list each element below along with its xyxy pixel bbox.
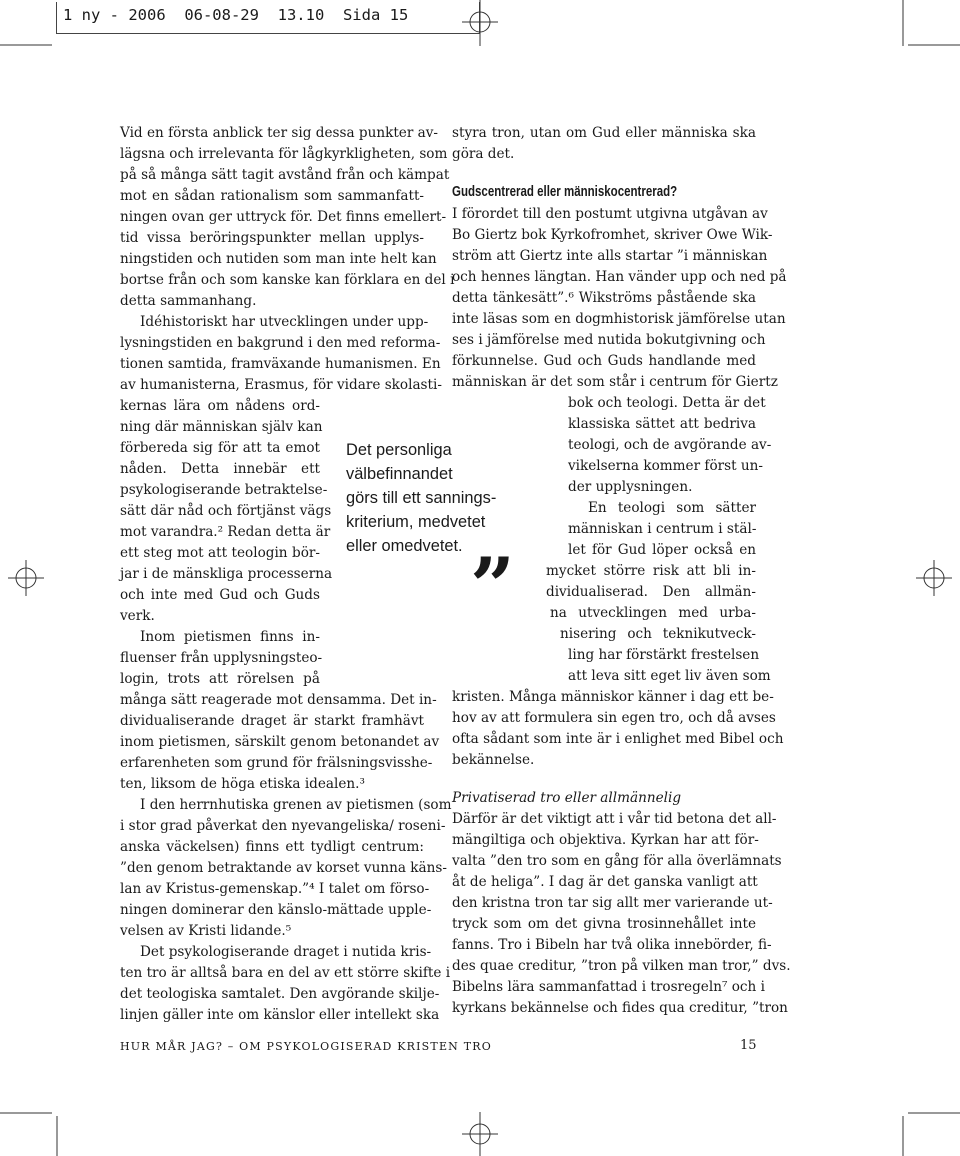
text-line: velsen av Kristi lidande.⁵: [120, 923, 292, 939]
print-slug: 1 ny - 2006 06-08-29 13.10 Sida 15: [56, 2, 480, 34]
text-line: förkunnelse. Gud och Guds handlande med: [452, 353, 756, 369]
text-line: kristen. Många människor känner i dag ett be-: [452, 689, 774, 705]
text-line: klassiska sättet att bedriva: [568, 416, 756, 432]
text-line: sätt där nåd och förtjänst vägs: [120, 503, 332, 519]
text-line: hov av att formulera sin egen tro, och då avses: [452, 710, 776, 726]
registration-mark-right: [916, 560, 952, 596]
pull-quote-line: kriterium, medvetet: [346, 513, 486, 531]
text-line: Vid en första anblick ter sig dessa punkter av-: [120, 125, 439, 141]
text-line: psykologiserande betraktelse-: [120, 482, 328, 498]
text-line: Det psykologiserande draget i nutida kris-: [140, 944, 432, 960]
text-line: kyrkans bekännelse och fides qua creditur, ”tron: [452, 1000, 788, 1016]
text-line: ten tro är alltså bara en del av ett större skifte i: [120, 965, 451, 981]
pull-quote-line: välbefinnandet: [346, 465, 453, 483]
section-heading: Gudscentrerad eller människocentrerad?: [452, 184, 678, 200]
text-line: fluenser från upplysningsteo-: [120, 650, 323, 666]
text-line: tryck som om det givna trosinnehållet inte: [452, 916, 756, 932]
text-line: nåden. Detta innebär ett: [120, 461, 320, 477]
text-line: En teologi som sätter: [588, 500, 756, 516]
text-line: ningstiden och nutiden som man inte helt kan: [120, 251, 437, 267]
text-line: tionen samtida, framväxande humanismen. En: [120, 356, 441, 372]
text-line: ningen dominerar den känslo-mättade upple-: [120, 902, 432, 918]
text-line: människan i centrum i stäl-: [568, 521, 757, 537]
text-line: och inte med Gud och Guds: [120, 587, 320, 603]
text-line: Inom pietismen finns in-: [140, 629, 320, 645]
crop-mark-bottom-right-v: [902, 1116, 906, 1156]
page-number: 15: [740, 1038, 757, 1053]
text-line: och hennes längtan. Han vänder upp och ned på: [452, 269, 787, 285]
crop-mark-bottom-left-h: [0, 1112, 52, 1116]
text-line: mot varandra.² Redan detta är: [120, 524, 331, 540]
text-line: mängiltiga och objektiva. Kyrkan har att för-: [452, 832, 759, 848]
registration-mark-left: [8, 560, 44, 596]
text-line: detta tänkesätt”.⁶ Wikströms påstående ska: [452, 290, 756, 306]
text-line: Idéhistoriskt har utvecklingen under upp-: [140, 314, 429, 330]
text-line: människan är det som står i centrum för Giertz: [452, 374, 778, 390]
text-line: att leva sitt eget liv även som: [568, 668, 771, 684]
registration-mark-top: [462, 0, 498, 46]
registration-mark-bottom: [462, 1112, 498, 1156]
text-line: dividualiserande draget är starkt framhävt: [120, 713, 424, 729]
text-line: bortse från och som kanske kan förklara en del i: [120, 272, 455, 288]
text-line: na utvecklingen med urba-: [550, 605, 756, 621]
text-line: åt de heliga”. I dag är det ganska vanligt att: [452, 874, 758, 890]
text-line: ningen ovan ger uttryck för. Det finns emellert-: [120, 209, 447, 225]
text-line: jar i de mänskliga processerna: [120, 566, 333, 582]
text-line: Därför är det viktigt att i vår tid betona det all-: [452, 811, 777, 827]
text-line: på så många sätt tagit avstånd från och kämpat: [120, 167, 450, 183]
text-line: lysningstiden en bakgrund i den med reforma-: [120, 335, 441, 351]
crop-mark-top-right: [902, 0, 906, 46]
text-line: inte läsas som en dogmhistorisk jämförelse utan: [452, 311, 786, 327]
text-line: kernas lära om nådens ord-: [120, 398, 320, 414]
running-footer: HUR MÅR JAG? – OM PSYKOLOGISERAD KRISTEN TRO: [120, 1040, 492, 1053]
pull-quote: [346, 438, 536, 558]
crop-mark-bottom-right-h: [908, 1112, 960, 1116]
text-line: linjen gäller inte om känslor eller intellekt ska: [120, 1007, 440, 1023]
text-line: göra det.: [452, 146, 515, 162]
text-line: anska väckelsen) finns ett tydligt centrum:: [120, 839, 424, 855]
text-line: login, trots att rörelsen på: [120, 671, 320, 687]
text-line: ett steg mot att teologin bör-: [120, 545, 320, 561]
text-line: valta ”den tro som en gång för alla överlämnats: [452, 853, 782, 869]
quote-mark-icon: ”: [470, 541, 511, 632]
pull-quote-line: Det personliga: [346, 441, 452, 459]
text-line: ström att Giertz inte alls startar ”i människan: [452, 248, 768, 264]
text-line: teologi, och de avgörande av-: [568, 437, 772, 453]
text-line: des quae creditur, ”tron på vilken man tror,” dvs.: [452, 958, 791, 974]
text-line: av humanisterna, Erasmus, för vidare skolasti-: [120, 377, 442, 393]
text-line: styra tron, utan om Gud eller människa ska: [452, 125, 756, 141]
text-line: ses i jämförelse med nutida bokutgivning och: [452, 332, 766, 348]
pull-quote-line: görs till ett sannings-: [346, 489, 497, 507]
text-line: Bibelns lära sammanfattad i trosregeln⁷ och i: [452, 979, 765, 995]
text-line: ling har förstärkt frestelsen: [568, 647, 760, 663]
text-line: den kristna tron tar sig allt mer varierande ut-: [452, 895, 773, 911]
crop-mark-top-left-h: [0, 44, 52, 48]
text-line: vikelserna kommer först un-: [568, 458, 763, 474]
text-line: erfarenheten som grund för frälsningsvisshe-: [120, 755, 433, 771]
text-line: Bo Giertz bok Kyrkofromhet, skriver Owe Wik-: [452, 227, 773, 243]
text-line: detta sammanhang.: [120, 293, 257, 309]
section-subheading: Privatiserad tro eller allmännelig: [452, 790, 682, 806]
text-line: många sätt reagerade mot densamma. Det in-: [120, 692, 437, 708]
text-line: bekännelse.: [452, 752, 535, 768]
text-line: bok och teologi. Detta är det: [568, 395, 766, 411]
text-line: förbereda sig för att ta emot: [120, 440, 320, 456]
text-line: I förordet till den postumt utgivna utgåvan av: [452, 206, 768, 222]
text-line: lägsna och irrelevanta för lågkyrkligheten, som: [120, 146, 448, 162]
text-line: let för Gud löper också en: [568, 542, 756, 558]
text-line: ten, liksom de höga etiska idealen.³: [120, 776, 365, 792]
text-line: dividualiserad. Den allmän-: [546, 584, 756, 600]
text-line: i stor grad påverkat den nyevangeliska/ roseni-: [120, 818, 446, 834]
text-line: ning där människan själv kan: [120, 419, 323, 435]
pull-quote-line: eller omedvetet.: [346, 537, 463, 555]
text-line: lan av Kristus-gemenskap.”⁴ I talet om försо-: [120, 881, 430, 897]
text-line: ofta sådant som inte är i enlighet med Bibel och: [452, 731, 784, 747]
text-line: der upplysningen.: [568, 479, 693, 495]
text-line: I den herrnhutiska grenen av pietismen (som: [140, 797, 452, 813]
text-line: nisering och teknikutveck-: [560, 626, 756, 642]
text-line: inom pietismen, särskilt genom betonandet av: [120, 734, 440, 750]
crop-mark-bottom-left-v: [56, 1116, 60, 1156]
crop-mark-top-right-h: [908, 44, 960, 48]
text-line: fanns. Tro i Bibeln har två olika innebörder, fi-: [452, 937, 772, 953]
text-line: verk.: [120, 608, 155, 624]
text-line: mot en sådan rationalism som sammanfatt-: [120, 188, 424, 204]
text-line: det teologiska samtalet. Den avgörande skilje-: [120, 986, 440, 1002]
text-line: tid vissa beröringspunkter mellan upplys-: [120, 230, 424, 246]
text-line: ”den genom betraktande av korset vunna käns-: [120, 860, 447, 876]
text-line: mycket större risk att bli in-: [546, 563, 756, 579]
